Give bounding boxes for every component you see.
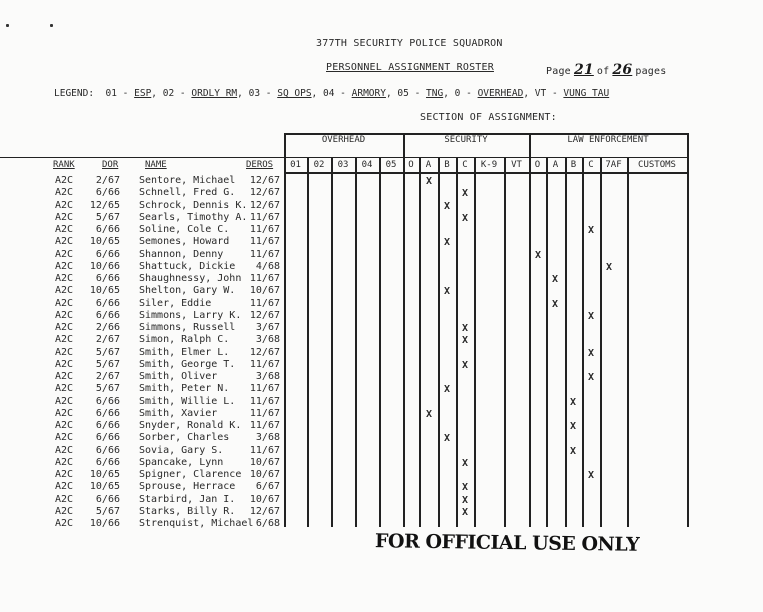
- col-header-rank: RANK: [53, 160, 75, 170]
- name-cell: Shannon, Denny: [139, 249, 224, 260]
- legend-code: 02: [162, 88, 175, 99]
- name-cell: Starks, Billy R.: [139, 506, 236, 517]
- deros-cell: 3/68: [255, 432, 280, 443]
- unit-title: 377TH SECURITY POLICE SQUADRON: [316, 38, 503, 49]
- sub-column-header: 7AF: [605, 160, 622, 170]
- name-cell: Snyder, Ronald K.: [139, 420, 242, 431]
- name-cell: Semones, Howard: [139, 236, 230, 247]
- dor-cell: 6/66: [95, 249, 120, 260]
- name-cell: Schrock, Dennis K.: [139, 200, 248, 211]
- name-cell: Smith, Oliver: [139, 371, 218, 382]
- rank-cell: A2C: [55, 261, 74, 272]
- group-header-law-enforcement: LAW ENFORCEMENT: [567, 135, 649, 145]
- deros-cell: 10/67: [249, 285, 280, 296]
- grid-column-line: [403, 133, 405, 527]
- name-cell: Sorber, Charles: [139, 432, 230, 443]
- rank-cell: A2C: [55, 396, 74, 407]
- sub-column-header: A: [425, 160, 432, 170]
- grid-column-line: [687, 133, 689, 527]
- deros-cell: 11/67: [249, 236, 280, 247]
- assignment-x-mark: X: [461, 323, 469, 334]
- deros-cell: 6/67: [255, 481, 280, 492]
- rank-cell: A2C: [55, 249, 74, 260]
- rank-cell: A2C: [55, 236, 74, 247]
- scan-speck: [50, 24, 53, 27]
- rank-cell: A2C: [55, 322, 74, 333]
- name-cell: Smith, George T.: [139, 359, 236, 370]
- col-header-deros: DEROS: [246, 160, 274, 170]
- deros-cell: 12/67: [249, 310, 280, 321]
- rank-cell: A2C: [55, 285, 74, 296]
- rank-cell: A2C: [55, 518, 74, 529]
- assignment-x-mark: X: [587, 311, 595, 322]
- rank-cell: A2C: [55, 481, 74, 492]
- grid-column-line: [355, 157, 357, 527]
- sub-column-header: O: [534, 160, 541, 170]
- rank-cell: A2C: [55, 457, 74, 468]
- name-cell: Spigner, Clarence: [139, 469, 242, 480]
- roster-title: PERSONNEL ASSIGNMENT ROSTER: [326, 62, 494, 73]
- legend-name: ARMORY: [351, 88, 386, 99]
- rank-cell: A2C: [55, 494, 74, 505]
- name-cell: Simmons, Larry K.: [139, 310, 242, 321]
- dor-cell: 6/66: [95, 298, 120, 309]
- rank-cell: A2C: [55, 347, 74, 358]
- name-cell: Simmons, Russell: [139, 322, 236, 333]
- deros-cell: 11/67: [249, 420, 280, 431]
- deros-cell: 11/67: [249, 212, 280, 223]
- pages-label: pages: [635, 66, 667, 77]
- deros-cell: 10/67: [249, 494, 280, 505]
- name-cell: Shattuck, Dickie: [139, 261, 236, 272]
- assignment-grid: [284, 133, 687, 527]
- assignment-x-mark: X: [551, 299, 559, 310]
- grid-column-line: [331, 157, 333, 527]
- legend-name: OVERHEAD: [477, 88, 524, 99]
- rank-cell: A2C: [55, 445, 74, 456]
- sub-column-header: VT: [511, 160, 522, 170]
- assignment-x-mark: X: [587, 348, 595, 359]
- sub-column-header: 04: [361, 160, 373, 170]
- sub-column-header: 05: [385, 160, 397, 170]
- assignment-x-mark: X: [443, 201, 451, 212]
- assignment-x-mark: X: [461, 495, 469, 506]
- grid-column-line: [529, 133, 531, 527]
- group-header-security: SECURITY: [444, 135, 488, 145]
- dor-cell: 10/65: [89, 285, 120, 296]
- grid-column-line: [284, 133, 286, 527]
- dor-cell: 5/67: [95, 212, 120, 223]
- grid-column-line: [419, 157, 421, 527]
- assignment-x-mark: X: [443, 384, 451, 395]
- sub-column-header: O: [408, 160, 414, 170]
- grid-column-line: [627, 157, 629, 527]
- grid-column-line: [438, 157, 440, 527]
- deros-cell: 11/67: [249, 249, 280, 260]
- assignment-x-mark: X: [605, 262, 613, 273]
- assignment-x-mark: X: [443, 433, 451, 444]
- dor-cell: 10/65: [89, 236, 120, 247]
- rank-cell: A2C: [55, 371, 74, 382]
- assignment-x-mark: X: [569, 397, 577, 408]
- assignment-x-mark: X: [443, 286, 451, 297]
- dor-cell: 5/67: [95, 347, 120, 358]
- assignment-x-mark: X: [587, 470, 595, 481]
- deros-cell: 10/67: [249, 457, 280, 468]
- deros-cell: 12/67: [249, 175, 280, 186]
- sub-column-header: B: [444, 160, 450, 170]
- dor-cell: 6/66: [95, 420, 120, 431]
- name-cell: Smith, Willie L.: [139, 396, 236, 407]
- sub-column-header: A: [552, 160, 559, 170]
- dor-cell: 2/66: [95, 322, 120, 333]
- page-number: 21: [573, 62, 594, 78]
- scan-speck: [6, 24, 9, 27]
- dor-cell: 6/66: [95, 457, 120, 468]
- deros-cell: 12/67: [249, 347, 280, 358]
- rank-cell: A2C: [55, 310, 74, 321]
- deros-cell: 12/67: [249, 187, 280, 198]
- legend-name: TNG: [426, 88, 444, 99]
- deros-cell: 11/67: [249, 359, 280, 370]
- rank-cell: A2C: [55, 383, 74, 394]
- dor-cell: 6/66: [95, 432, 120, 443]
- dor-cell: 6/66: [95, 224, 120, 235]
- legend-code: 04: [323, 88, 335, 99]
- dor-cell: 6/66: [95, 396, 120, 407]
- name-cell: Searls, Timothy A.: [139, 212, 248, 223]
- legend-code: 0: [454, 88, 461, 99]
- of-label: of: [596, 66, 610, 77]
- deros-cell: 11/67: [249, 445, 280, 456]
- assignment-x-mark: X: [569, 446, 577, 457]
- dor-cell: 6/66: [95, 445, 120, 456]
- page-indicator: [546, 62, 666, 78]
- col-header-dor: DOR: [102, 160, 119, 170]
- legend: LEGEND: 01 - ESP, 02 - ORDLY RM, 03 - SQ OPS, 04 - ARMORY, 05 - TNG, 0 - OVERHEAD, VT - VUNG TAU: [54, 88, 610, 99]
- dor-cell: 12/65: [89, 200, 120, 211]
- dor-cell: 10/65: [89, 481, 120, 492]
- dor-cell: 10/65: [89, 469, 120, 480]
- deros-cell: 6/68: [255, 518, 280, 529]
- name-cell: Siler, Eddie: [139, 298, 212, 309]
- name-cell: Smith, Peter N.: [139, 383, 230, 394]
- legend-code: 01: [105, 88, 117, 99]
- grid-column-line: [600, 157, 602, 527]
- legend-code: VT: [534, 88, 547, 99]
- name-cell: Smith, Xavier: [139, 408, 218, 419]
- name-cell: Smith, Elmer L.: [139, 347, 230, 358]
- dor-cell: 5/67: [95, 359, 120, 370]
- name-cell: Sentore, Michael: [139, 175, 236, 186]
- sub-column-header: B: [570, 160, 577, 170]
- dor-cell: 10/66: [89, 518, 120, 529]
- assignment-x-mark: X: [587, 225, 595, 236]
- dor-cell: 2/67: [95, 334, 120, 345]
- page-total: 26: [612, 62, 633, 78]
- assignment-x-mark: X: [461, 188, 469, 199]
- name-cell: Starbird, Jan I.: [139, 494, 236, 505]
- sub-column-header: 01: [290, 160, 301, 170]
- rank-cell: A2C: [55, 200, 74, 211]
- assignment-x-mark: X: [425, 176, 433, 187]
- grid-column-line: [546, 157, 548, 527]
- assignment-x-mark: X: [587, 372, 595, 383]
- legend-name: VUNG TAU: [563, 88, 610, 99]
- grid-column-line: [565, 157, 567, 527]
- grid-column-line: [456, 157, 458, 527]
- assignment-x-mark: X: [425, 409, 433, 420]
- name-cell: Spancake, Lynn: [139, 457, 224, 468]
- name-cell: Strenquist, Michael: [139, 518, 254, 529]
- legend-name: ORDLY RM: [191, 88, 238, 99]
- grid-column-line: [307, 157, 309, 527]
- deros-cell: 12/67: [249, 200, 280, 211]
- deros-cell: 4/68: [255, 261, 280, 272]
- assignment-x-mark: X: [569, 421, 577, 432]
- official-use-stamp: FOR OFFICIAL USE ONLY: [374, 530, 640, 556]
- dor-cell: 6/66: [95, 187, 120, 198]
- deros-cell: 3/67: [255, 322, 280, 333]
- rank-cell: A2C: [55, 298, 74, 309]
- deros-cell: 11/67: [249, 396, 280, 407]
- dor-cell: 2/67: [95, 371, 120, 382]
- assignment-x-mark: X: [551, 274, 559, 285]
- assignment-x-mark: X: [461, 360, 469, 371]
- sub-column-header: K-9: [480, 160, 498, 170]
- sub-column-header: C: [588, 160, 594, 170]
- sub-column-header: C: [462, 160, 468, 170]
- legend-label: LEGEND:: [54, 88, 95, 99]
- sub-column-header: 02: [313, 160, 325, 170]
- dor-cell: 6/66: [95, 408, 120, 419]
- rank-cell: A2C: [55, 175, 74, 186]
- name-cell: Simon, Ralph C.: [139, 334, 230, 345]
- rank-cell: A2C: [55, 432, 74, 443]
- rank-cell: A2C: [55, 469, 74, 480]
- rank-cell: A2C: [55, 420, 74, 431]
- deros-cell: 11/67: [249, 383, 280, 394]
- name-cell: Sprouse, Herrace: [139, 481, 236, 492]
- section-label: SECTION OF ASSIGNMENT:: [420, 112, 557, 123]
- dor-cell: 2/67: [95, 175, 120, 186]
- rank-cell: A2C: [55, 408, 74, 419]
- deros-cell: 11/67: [249, 273, 280, 284]
- assignment-x-mark: X: [461, 335, 469, 346]
- rank-cell: A2C: [55, 359, 74, 370]
- grid-column-line: [379, 157, 381, 527]
- deros-cell: 11/67: [249, 408, 280, 419]
- name-cell: Schnell, Fred G.: [139, 187, 236, 198]
- dor-cell: 6/66: [95, 273, 120, 284]
- rank-cell: A2C: [55, 187, 74, 198]
- grid-column-line: [474, 157, 476, 527]
- name-cell: Sovia, Gary S.: [139, 445, 224, 456]
- rank-cell: A2C: [55, 273, 74, 284]
- group-header-overhead: OVERHEAD: [321, 135, 366, 145]
- name-cell: Shaughnessy, John: [139, 273, 242, 284]
- assignment-x-mark: X: [461, 482, 469, 493]
- name-cell: Soline, Cole C.: [139, 224, 230, 235]
- rank-cell: A2C: [55, 334, 74, 345]
- grid-column-line: [504, 157, 506, 527]
- deros-cell: 3/68: [255, 371, 280, 382]
- sub-column-header: 03: [337, 160, 349, 170]
- assignment-x-mark: X: [443, 237, 451, 248]
- deros-cell: 11/67: [249, 298, 280, 309]
- legend-code: 05: [397, 88, 409, 99]
- rank-cell: A2C: [55, 224, 74, 235]
- legend-name: ESP: [134, 88, 152, 99]
- dor-cell: 6/66: [95, 494, 120, 505]
- deros-cell: 11/67: [249, 224, 280, 235]
- assignment-x-mark: X: [534, 250, 542, 261]
- name-cell: Shelton, Gary W.: [139, 285, 236, 296]
- page-label: Page: [546, 66, 571, 77]
- assignment-x-mark: X: [461, 458, 469, 469]
- dor-cell: 5/67: [95, 506, 120, 517]
- deros-cell: 10/67: [249, 469, 280, 480]
- grid-column-line: [582, 157, 584, 527]
- col-header-name: NAME: [145, 160, 167, 170]
- deros-cell: 12/67: [249, 506, 280, 517]
- dor-cell: 10/66: [89, 261, 120, 272]
- rank-cell: A2C: [55, 212, 74, 223]
- sub-column-header: CUSTOMS: [638, 160, 676, 170]
- dor-cell: 6/66: [95, 310, 120, 321]
- rank-cell: A2C: [55, 506, 74, 517]
- legend-code: 03: [248, 88, 261, 99]
- deros-cell: 3/68: [255, 334, 280, 345]
- assignment-x-mark: X: [461, 507, 469, 518]
- dor-cell: 5/67: [95, 383, 120, 394]
- legend-name: SQ OPS: [277, 88, 312, 99]
- assignment-x-mark: X: [461, 213, 469, 224]
